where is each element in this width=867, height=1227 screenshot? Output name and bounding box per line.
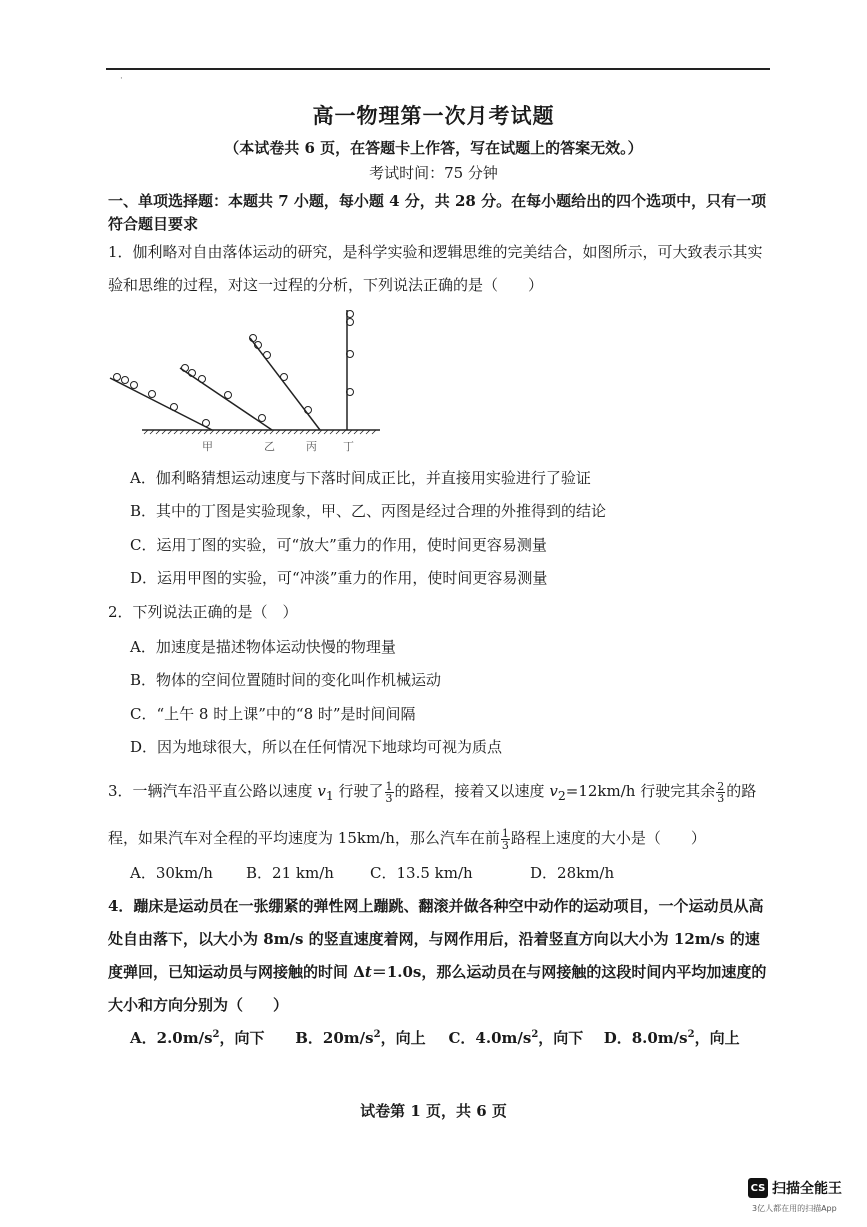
figure-label-bing: 丙 (306, 440, 317, 453)
exam-time: 考试时间：75 分钟 (369, 164, 498, 182)
q3-options (130, 862, 614, 883)
q1-option-d: D．运用甲图的实验，可“冲淡”重力的作用，使时间更容易测量 (130, 569, 548, 587)
scanner-app-name: 扫描全能王 (772, 1181, 842, 1197)
q2-option-a: A．加速度是描述物体运动快慢的物理量 (130, 638, 396, 656)
q4-option-a: A．$2.0m/s^2$，向下 (130, 1029, 265, 1047)
v1-symbol: v (317, 782, 326, 800)
figure-label-yi: 乙 (264, 440, 275, 453)
q4-option-b: B．$20m/s^2$，向上 (295, 1029, 426, 1047)
incline-bing (250, 338, 320, 430)
q4-options (130, 1027, 740, 1048)
question-2-stem: 2．下列说法正确的是（ ） (108, 603, 298, 621)
exam-subtitle: （本试卷共 6 页，在答题卡上作答，写在试题上的答案无效。） (224, 139, 643, 157)
top-rule (106, 68, 770, 70)
fraction-one-third-2: $\frac{1}{3}$ (501, 826, 509, 852)
scanner-watermark (748, 1178, 842, 1198)
question-4-stem: 4．蹦床是运动员在一张绷紧的弹性网上蹦跳、翻滚并做各种空中动作的运动项目，一个运动员从高处自由落下，以大小为 8m/s 的竖直速度着网，与网作用后，沿着竖直方向以大小为 12m/s 的速度弹回，已知运动员与网接触的时间 Δt＝1.0s，那么运动员在与网接触的这段时间内平均加速度的大小和方向分别为（ ） (108, 897, 767, 1014)
q4-option-c: C．$4.0m/s^2$，向下 (448, 1029, 584, 1047)
q2-option-d: D．因为地球很大，所以在任何情况下地球均可视为质点 (130, 738, 503, 756)
section-heading: 一、单项选择题：本题共 7 小题，每小题 4 分，共 28 分。在每小题给出的四个选项中，只有一项符合题目要求 (108, 192, 767, 233)
corner-mark: · (120, 74, 123, 84)
q3-option-c: C．13.5 km/h (370, 864, 473, 882)
q2-option-c: C．“上午 8 时上课”中的“8 时”是时间间隔 (130, 705, 416, 723)
v2-symbol: v (549, 782, 558, 800)
cs-logo-icon: CS (748, 1178, 768, 1198)
figure-label-jia: 甲 (202, 440, 213, 453)
scanner-tagline: 3亿人都在用的扫描App (752, 1204, 837, 1213)
balls-jia (114, 374, 210, 427)
q3-option-b: B．21 km/h (246, 864, 334, 882)
q2-option-b: B．物体的空间位置随时间的变化叫作机械运动 (130, 671, 442, 689)
page-footer: 试卷第 1 页，共 6 页 (360, 1102, 507, 1120)
q1-option-c: C．运用丁图的实验，可“放大”重力的作用，使时间更容易测量 (130, 536, 547, 554)
balls-yi (182, 365, 266, 422)
question-1-stem: 1．伽利略对自由落体运动的研究，是科学实验和逻辑思维的完美结合，如图所示，可大致表示其实验和思维的过程，对这一过程的分析，下列说法正确的是（ ） (108, 243, 763, 294)
galileo-incline-figure (108, 306, 388, 456)
q3-option-d: D．28km/h (530, 864, 615, 882)
exam-title: 高一物理第一次月考试题 (312, 103, 555, 128)
fraction-one-third: $\frac{1}{3}$ (385, 779, 393, 805)
q1-option-b: B．其中的丁图是实验现象，甲、乙、丙图是经过合理的外推得到的结论 (130, 502, 607, 520)
fraction-two-thirds: $\frac{2}{3}$ (717, 779, 725, 805)
q1-option-a: A．伽利略猜想运动速度与下落时间成正比，并直接用实验进行了验证 (130, 469, 591, 487)
q3-option-a: A．30km/h (130, 864, 213, 882)
balls-bing (250, 335, 312, 414)
figure-label-ding: 丁 (343, 440, 354, 453)
q4-option-d: D．$8.0m/s^2$，向上 (603, 1029, 740, 1047)
incline-jia (110, 378, 212, 430)
question-3-stem: 3．一辆汽车沿平直公路以速度 $v_1$ 行驶了 $\frac{1}{3}$ 的路程，接着又以速度 $v_2=12km/h$ 行驶完其余 $\frac{2}{3}$ 的路程，如果汽车对全程的平均速度为 15km/h，那么汽车在前 $\frac{1}{3}$ 路程上速度的大小是（ ） (108, 779, 757, 852)
